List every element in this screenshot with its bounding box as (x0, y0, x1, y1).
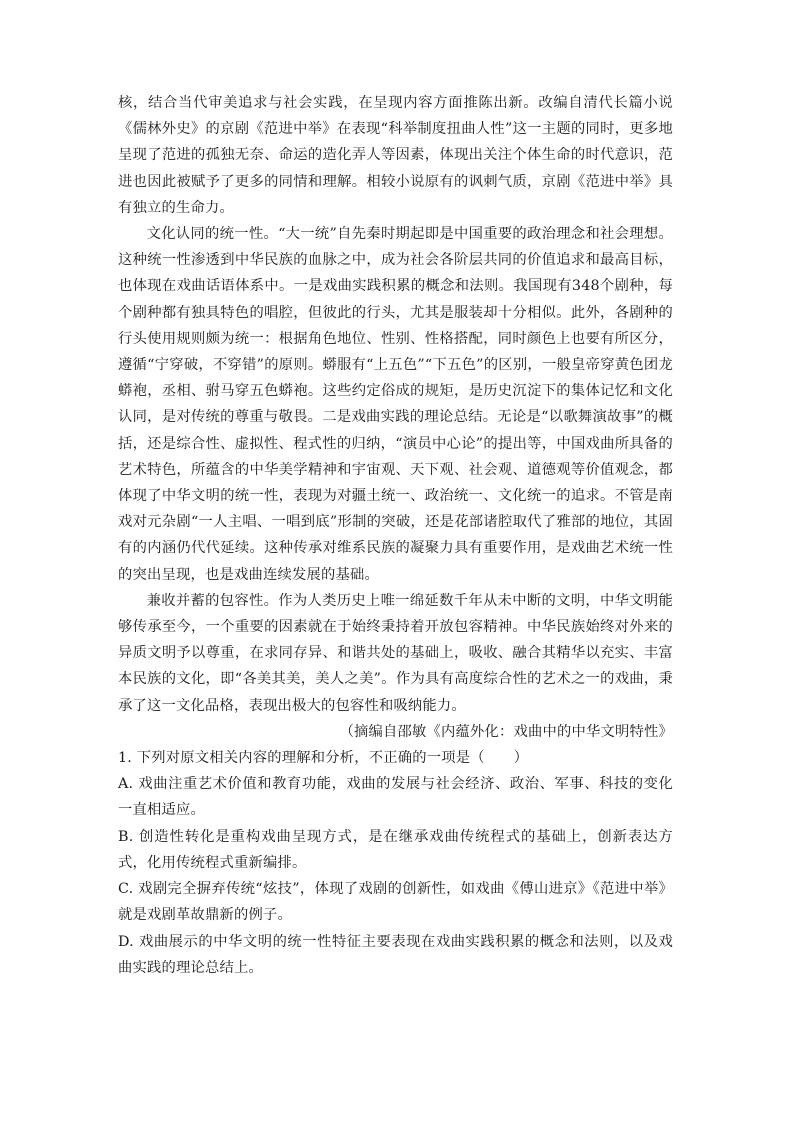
option-c: C. 戏剧完全摒弃传统“炫技”，体现了戏剧的创新性，如戏曲《傅山进京》《范进中举》就是戏剧革故鼎新的例子。 (118, 881, 673, 924)
paragraph-intro: 核，结合当代审美追求与社会实践，在呈现内容方面推陈出新。改编自清代长篇小说《儒林外史》的京剧《范进中举》在表现“科举制度扭曲人性”这一主题的同时，更多地呈现了范进的孤独无奈、命运的造化弄人等因素，体现出关注个体生命的时代意识，范进也因此被赋予了更多的同情和理解。相较小说原有的讽刺气质，京剧《范进中举》具有独立的生命力。 (118, 95, 673, 216)
option-d: D. 戏曲展示的中华文明的统一性特征主要表现在戏曲实践积累的概念和法则，以及戏曲实践的理论总结上。 (118, 933, 673, 976)
option-b: B. 创造性转化是重构戏曲呈现方式，是在继承戏曲传统程式的基础上，创新表达方式，化用传统程式重新编排。 (118, 828, 673, 871)
option-a: A. 戏曲注重艺术价值和教育功能，戏曲的发展与社会经济、政治、军事、科技的变化一直相适应。 (118, 776, 673, 819)
paragraph-cultural-unity: 文化认同的统一性。“大一统”自先秦时期起即是中国重要的政治理念和社会理想。这种统一性渗透到中华民族的血脉之中，成为社会各阶层共同的价值追求和最高目标，也体现在戏曲话语体系中。一是戏曲实践积累的概念和法则。我国现有348个剧种，每个剧种都有独具特色的唱腔，但彼此的行头，尤其是服装却十分相似。此外，各剧种的行头使用规则颇为统一：根据角色地位、性别、性格搭配，同时颜色上也要有所区分，遵循“宁穿破，不穿错”的原则。蟒服有“上五色”“下五色”的区别，一般皇帝穿黄色团龙蟒袍，丞相、驸马穿五色蟒袍。这些约定俗成的规矩，是历史沉淀下的集体记忆和文化认同，是对传统的尊重与敬畏。二是戏曲实践的理论总结。无论是“以歌舞演故事”的概括，还是综合性、虚拟性、程式性的归纳，“演员中心论”的提出等，中国戏曲所具备的艺术特色，所蕴含的中华美学精神和宇宙观、天下观、社会观、道德观等价值观念，都体现了中华文明的统一性，表现为对疆土统一、政治统一、文化统一的追求。不管是南戏对元杂剧“一人主唱、一唱到底”形制的突破，还是花部诸腔取代了雅部的地位，其固有的内涵仍代代延续。这种传承对维系民族的凝聚力具有重要作用，是戏曲艺术统一性的突出呈现，也是戏曲连续发展的基础。 (118, 226, 673, 583)
article-source: （摘编自邵敏《内蕴外化：戏曲中的中华文明特性》 (339, 723, 673, 740)
question-1 (118, 745, 673, 981)
question-stem: 1. 下列对原文相关内容的理解和分析，不正确的一项是（ ） (118, 750, 529, 767)
paragraph-inclusiveness: 兼收并蓄的包容性。作为人类历史上唯一绵延数千年从未中断的文明，中华文明能够传承至今，一个重要的因素就在于始终秉持着开放包容精神。中华民族始终对外来的异质文明予以尊重，在求同存异、和谐共处的基础上，吸收、融合其精华以充实、丰富本民族的文化，即“各美其美，美人之美”。作为具有高度综合性的艺术之一的戏曲，秉承了这一文化品格，表现出极大的包容性和吸纳能力。 (118, 592, 673, 714)
document-page (118, 90, 673, 981)
